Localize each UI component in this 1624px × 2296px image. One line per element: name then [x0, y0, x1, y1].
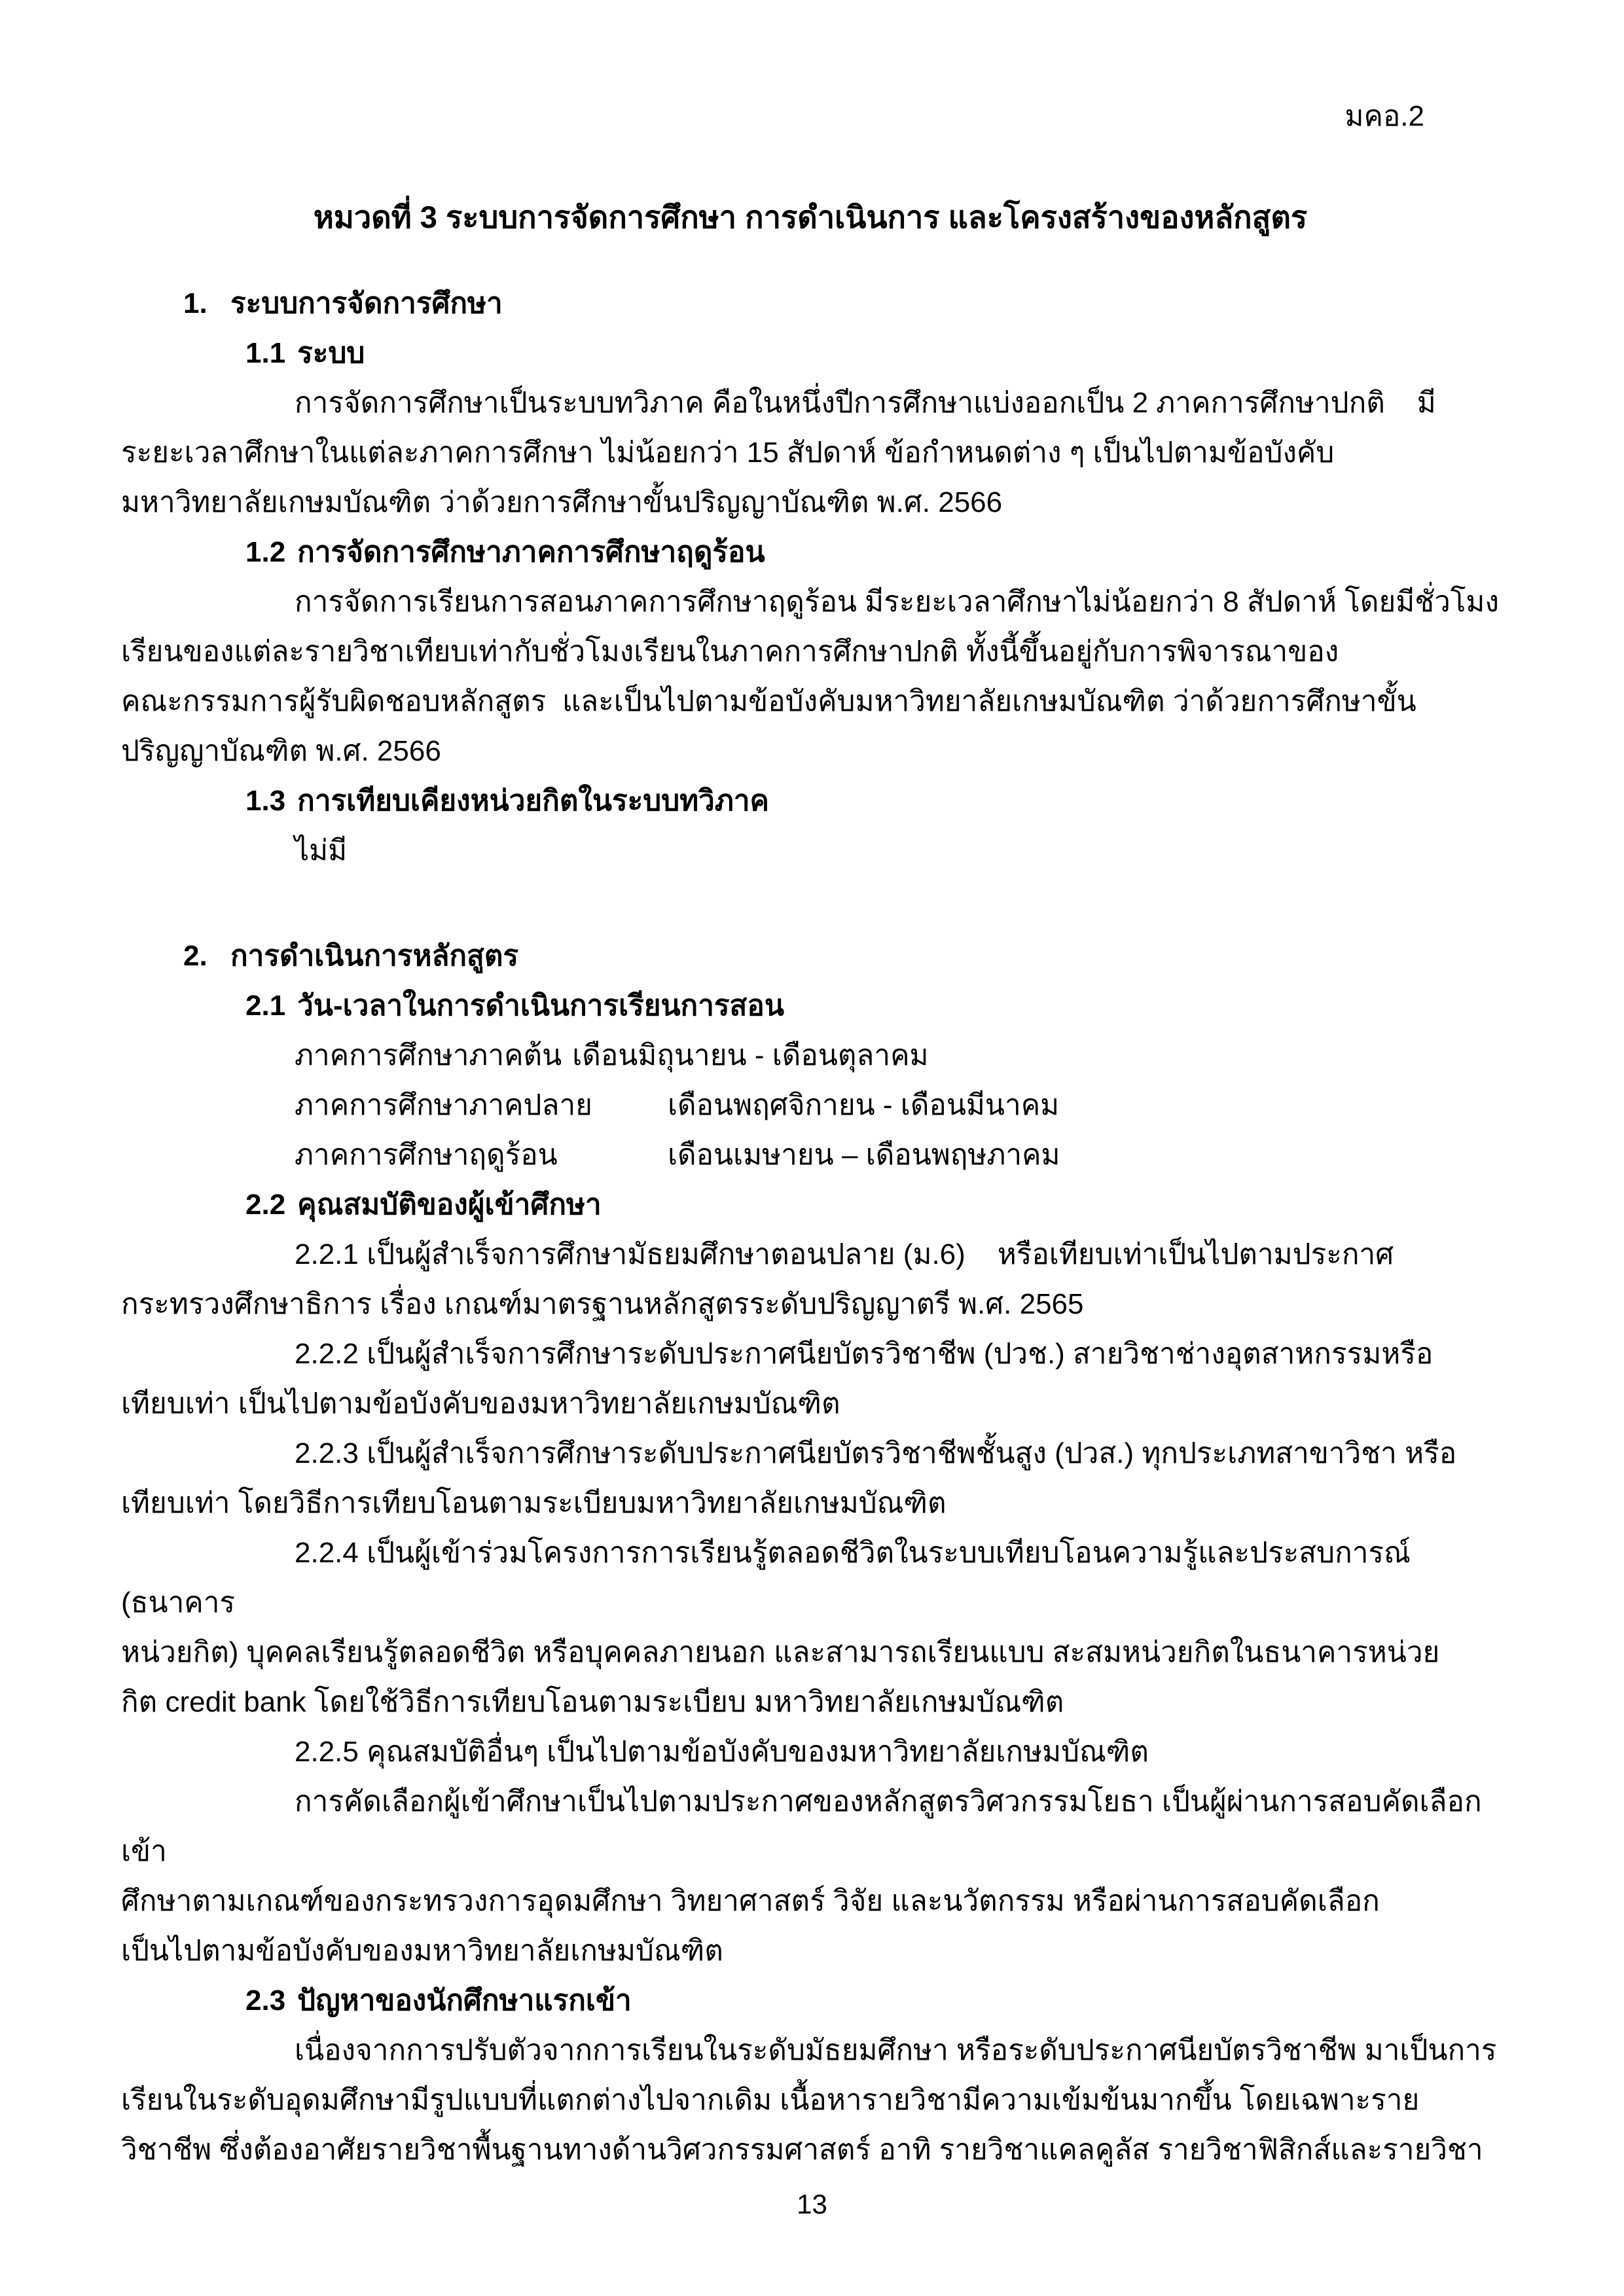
list-item-line: เทียบเท่า โดยวิธีการเทียบโอนตามระเบียบมหาวิทยาลัยเกษมบัณฑิต — [121, 1487, 947, 1519]
section-2-3-number: 2.3 — [245, 1984, 286, 2017]
list-item-line: 2.2.5 คุณสมบัติอื่นๆ เป็นไปตามข้อบังคับของมหาวิทยาลัยเกษมบัณฑิต — [295, 1736, 1149, 1768]
semester-months: เดือนพฤศจิกายน - เดือนมีนาคม — [668, 1089, 1060, 1121]
paragraph-line: การจัดการเรียนการสอนภาคการศึกษาฤดูร้อน มีระยะเวลาศึกษาไม่น้อยกว่า 8 สัปดาห์ โดยมีชั่วโมง — [295, 586, 1499, 618]
page-number: 13 — [797, 2189, 827, 2219]
paragraph-line: คณะกรรมการผู้รับผิดชอบหลักสูตร และเป็นไปตามข้อบังคับมหาวิทยาลัยเกษมบัณฑิต ว่าด้วยการศึกษาขั้น — [121, 685, 1416, 717]
section-2-2-heading-text: คุณสมบัติของผู้เข้าศึกษา — [297, 1189, 602, 1221]
section-2-1-heading — [121, 981, 1500, 1031]
semester-row — [121, 1130, 1500, 1180]
semester-months: เดือนมิถุนายน - เดือนตุลาคม — [572, 1039, 929, 1071]
paragraph-line: การจัดการศึกษาเป็นระบบทวิภาค คือในหนึ่งปีการศึกษาแบ่งออกเป็น 2 ภาคการศึกษาปกติ มี — [295, 387, 1436, 419]
paragraph-line: เรียนในระดับอุดมศึกษามีรูปแบบที่แตกต่างไปจากเดิม เนื้อหารายวิชามีความเข้มข้นมากขึ้น โดยเฉพาะราย — [121, 2084, 1420, 2116]
page-title: หมวดที่ 3 ระบบการจัดการศึกษา การดำเนินการ และโครงสร้างของหลักสูตร — [313, 200, 1308, 234]
list-item-line: หน่วยกิต) บุคคลเรียนรู้ตลอดชีวิต หรือบุคคลภายนอก และสามารถเรียนแบบ สะสมหน่วยกิตในธนาคารหน่วย — [121, 1636, 1440, 1668]
paragraph-line: ปริญญาบัณฑิต พ.ศ. 2566 — [121, 735, 441, 767]
semester-label: ภาคการศึกษาภาคต้น — [295, 1039, 562, 1071]
semester-label: ภาคการศึกษาฤดูร้อน — [295, 1139, 558, 1171]
section-1-3-heading-text: การเทียบเคียงหน่วยกิตในระบบทวิภาค — [297, 785, 769, 817]
paragraph-line: มหาวิทยาลัยเกษมบัณฑิต ว่าด้วยการศึกษาขั้นปริญญาบัณฑิต พ.ศ. 2566 — [121, 486, 1003, 518]
list-item-line: กระทรวงศึกษาธิการ เรื่อง เกณฑ์มาตรฐานหลักสูตรระดับปริญญาตรี พ.ศ. 2565 — [121, 1288, 1084, 1320]
section-2-2-heading — [121, 1180, 1500, 1230]
section-1-3-number: 1.3 — [245, 785, 286, 817]
list-item-line: เทียบเท่า เป็นไปตามข้อบังคับของมหาวิทยาลัยเกษมบัณฑิต — [121, 1388, 840, 1420]
section-1-2-number: 1.2 — [245, 536, 286, 568]
paragraph-line: ศึกษาตามเกณฑ์ของกระทรวงการอุดมศึกษา วิทยาศาสตร์ วิจัย และนวัตกรรม หรือผ่านการสอบคัดเลือก — [121, 1885, 1380, 1917]
list-item-line: 2.2.2 เป็นผู้สำเร็จการศึกษาระดับประกาศนียบัตรวิชาชีพ (ปวช.) สายวิชาช่างอุตสาหกรรมหรือ — [295, 1338, 1434, 1370]
section-1-heading-text: ระบบการจัดการศึกษา — [230, 287, 503, 319]
section-2-1-heading-text: วัน-เวลาในการดำเนินการเรียนการสอน — [297, 990, 784, 1022]
paragraph-line: ไม่มี — [295, 834, 348, 867]
section-1-2-heading-text: การจัดการศึกษาภาคการศึกษาฤดูร้อน — [297, 536, 765, 568]
semester-row — [121, 1031, 1500, 1081]
list-item-line: 2.2.1 เป็นผู้สำเร็จการศึกษามัธยมศึกษาตอนปลาย (ม.6) หรือเทียบเท่าเป็นไปตามประกาศ — [295, 1238, 1394, 1270]
doc-code-label: มคอ.2 — [1344, 100, 1424, 132]
paragraph-line: การคัดเลือกผู้เข้าศึกษาเป็นไปตามประกาศของหลักสูตรวิศวกรรมโยธา เป็นผู้ผ่านการสอบคัดเลือกเข้า — [121, 1785, 1482, 1867]
semester-row — [121, 1081, 1500, 1130]
section-2-number: 2. — [183, 940, 208, 972]
section-1-1-number: 1.1 — [245, 337, 286, 369]
section-2 — [121, 931, 1500, 2175]
section-1-heading — [121, 279, 1500, 329]
section-1-number: 1. — [183, 287, 208, 319]
section-2-1-number: 2.1 — [245, 990, 286, 1022]
section-2-3-heading-text: ปัญหาของนักศึกษาแรกเข้า — [297, 1984, 632, 2017]
list-item-line: 2.2.3 เป็นผู้สำเร็จการศึกษาระดับประกาศนียบัตรวิชาชีพชั้นสูง (ปวส.) ทุกประเภทสาขาวิชา หรือ — [295, 1437, 1457, 1469]
section-1-1-heading — [121, 329, 1500, 378]
section-2-heading — [121, 931, 1500, 981]
list-item-line: กิต credit bank โดยใช้วิธีการเทียบโอนตามระเบียบ มหาวิทยาลัยเกษมบัณฑิต — [121, 1686, 1064, 1718]
section-2-3-heading — [121, 1976, 1500, 2026]
section-1-1-heading-text: ระบบ — [297, 337, 365, 369]
semester-months: เดือนเมษายน – เดือนพฤษภาคม — [668, 1139, 1060, 1171]
section-1-2-heading — [121, 528, 1500, 577]
semester-label: ภาคการศึกษาภาคปลาย — [295, 1089, 592, 1121]
paragraph-line: เรียนของแต่ละรายวิชาเทียบเท่ากับชั่วโมงเรียนในภาคการศึกษาปกติ ทั้งนี้ขึ้นอยู่กับการพิจารณาของ — [121, 636, 1339, 668]
section-2-2-number: 2.2 — [245, 1189, 286, 1221]
paragraph-line: เป็นไปตามข้อบังคับของมหาวิทยาลัยเกษมบัณฑิต — [121, 1935, 723, 1967]
paragraph-line: วิชาชีพ ซึ่งต้องอาศัยรายวิชาพื้นฐานทางด้านวิศวกรรมศาสตร์ อาทิ รายวิชาแคลคูลัส รายวิชาฟิสิกส์และรายวิชา — [121, 2134, 1483, 2166]
paragraph-line: เนื่องจากการปรับตัวจากการเรียนในระดับมัธยมศึกษา หรือระดับประกาศนียบัตรวิชาชีพ มาเป็นการ — [295, 2034, 1497, 2066]
section-1-3-heading — [121, 776, 1500, 826]
section-2-heading-text: การดำเนินการหลักสูตร — [230, 940, 519, 972]
list-item-line: 2.2.4 เป็นผู้เข้าร่วมโครงการการเรียนรู้ตลอดชีวิตในระบบเทียบโอนความรู้และประสบการณ์ (ธนาคาร — [121, 1537, 1419, 1619]
paragraph-line: ระยะเวลาศึกษาในแต่ละภาคการศึกษา ไม่น้อยกว่า 15 สัปดาห์ ข้อกำหนดต่าง ๆ เป็นไปตามข้อบังคับ — [121, 437, 1335, 469]
